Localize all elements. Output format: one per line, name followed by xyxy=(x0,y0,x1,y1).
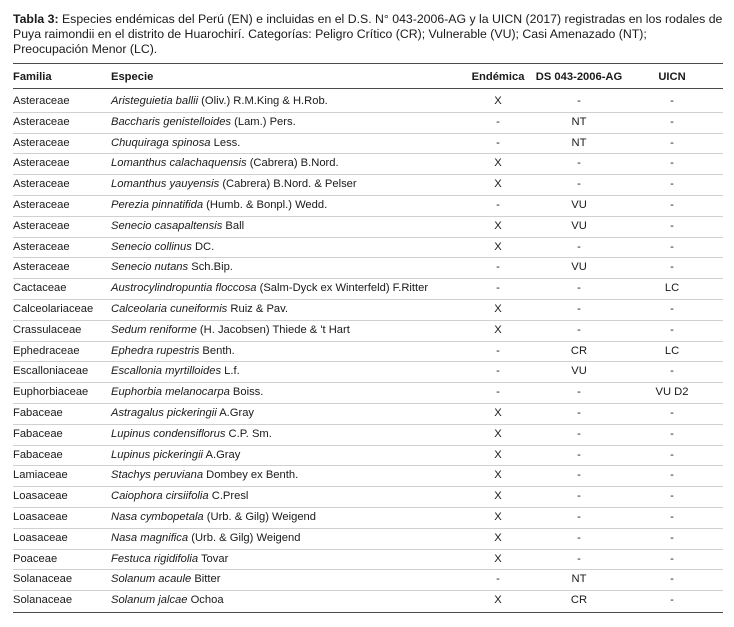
endemica-value: X xyxy=(494,594,502,607)
familia-cell: Solanaceae xyxy=(13,573,73,586)
species-author: C.Presl xyxy=(208,490,249,503)
ds-value: - xyxy=(577,427,581,440)
especie-cell xyxy=(111,361,240,382)
endemica-value: X xyxy=(494,552,502,565)
familia-cell: Loasaceae xyxy=(13,490,68,503)
table-row xyxy=(13,486,723,508)
endemica-value: X xyxy=(494,427,502,440)
caption-text: Especies endémicas del Perú (EN) e incluidas en el D.S. N° 043-2006-AG y la UICN (2017) registradas en los rodales de Puya raimondii en el distrito de Huarochirí. Categorías: Peligro Crítico (CR); Vulnerable (VU); Casi Amenazado (NT); Preocupación Menor (LC). xyxy=(13,12,723,56)
table-row xyxy=(13,299,723,321)
species-name: Lupinus condensiflorus xyxy=(111,427,226,440)
especie-cell xyxy=(111,174,357,195)
table-row xyxy=(13,174,723,196)
uicn-value: - xyxy=(670,552,674,565)
especie-cell xyxy=(111,237,214,258)
familia-cell: Fabaceae xyxy=(13,407,63,419)
familia-cell: Fabaceae xyxy=(13,448,63,461)
species-author: A.Gray xyxy=(216,407,255,419)
species-name: Ephedra rupestris xyxy=(111,344,200,357)
species-name: Stachys peruviana xyxy=(111,469,204,482)
especie-cell xyxy=(111,382,263,403)
species-name: Perezia pinnatifida xyxy=(111,199,204,211)
endemica-value: - xyxy=(496,282,500,295)
species-author: Sch.Bip. xyxy=(188,261,233,274)
familia-cell: Lamiaceae xyxy=(13,469,68,482)
uicn-value: - xyxy=(670,178,674,191)
table-top-rule xyxy=(13,63,723,64)
uicn-value: - xyxy=(670,490,674,503)
ds-value: VU xyxy=(571,219,587,232)
species-name: Lomanthus yauyensis xyxy=(111,178,220,191)
uicn-value: - xyxy=(670,511,674,523)
especie-cell xyxy=(111,590,224,611)
species-name: Senecio collinus xyxy=(111,240,192,253)
table-row xyxy=(13,112,723,134)
table-row xyxy=(13,320,723,342)
table-row xyxy=(13,549,723,571)
species-name: Austrocylindropuntia floccosa xyxy=(111,282,257,295)
familia-cell: Asteraceae xyxy=(13,261,70,274)
species-author: (Humb. & Bonpl.) Wedd. xyxy=(203,199,328,211)
header-familia: Familia xyxy=(13,71,52,83)
species-author: (Oliv.) R.M.King & H.Rob. xyxy=(198,95,328,107)
endemica-value: - xyxy=(496,136,500,149)
ds-value: - xyxy=(577,303,581,315)
familia-cell: Calceolariaceae xyxy=(13,303,94,315)
endemica-value: X xyxy=(494,531,502,544)
familia-cell: Cactaceae xyxy=(13,282,67,295)
species-name: Nasa magnifica xyxy=(111,531,189,544)
familia-cell: Loasaceae xyxy=(13,511,68,523)
table-row xyxy=(13,445,723,467)
species-author: (Cabrera) B.Nord. xyxy=(246,157,339,170)
table-row xyxy=(13,237,723,259)
endemica-value: - xyxy=(496,365,500,378)
endemica-value: - xyxy=(496,115,500,128)
species-author: Dombey ex Benth. xyxy=(203,469,299,482)
familia-cell: Crassulaceae xyxy=(13,323,82,336)
table-row xyxy=(13,278,723,300)
species-name: Solanum jalcae xyxy=(111,594,188,607)
species-author: (H. Jacobsen) Thiede & 't Hart xyxy=(196,323,350,336)
especie-cell xyxy=(111,403,254,424)
familia-cell: Asteraceae xyxy=(13,157,70,170)
species-author: Ruiz & Pav. xyxy=(227,303,289,315)
uicn-value: - xyxy=(670,323,674,336)
ds-value: NT xyxy=(571,573,587,586)
ds-value: - xyxy=(577,282,581,295)
ds-value: - xyxy=(577,386,581,399)
ds-value: VU xyxy=(571,261,587,274)
ds-value: - xyxy=(577,531,581,544)
species-name: Lupinus pickeringii xyxy=(111,448,204,461)
uicn-value: LC xyxy=(664,282,680,295)
species-author: Ochoa xyxy=(187,594,224,607)
table-row xyxy=(13,382,723,404)
table-row xyxy=(13,590,723,611)
uicn-value: - xyxy=(670,95,674,107)
ds-value: - xyxy=(577,407,581,419)
table-row xyxy=(13,195,723,217)
endemica-value: - xyxy=(496,261,500,274)
species-author: C.P. Sm. xyxy=(225,427,272,440)
especie-cell xyxy=(111,528,300,549)
especie-cell xyxy=(111,320,350,341)
familia-cell: Asteraceae xyxy=(13,115,70,128)
ds-value: VU xyxy=(571,365,587,378)
species-author: DC. xyxy=(191,240,215,253)
table-row xyxy=(13,91,723,113)
header-endemica: Endémica xyxy=(471,71,525,83)
endemica-value: - xyxy=(496,386,500,399)
ds-value: CR xyxy=(570,344,588,357)
species-author: Less. xyxy=(210,136,241,149)
ds-value: - xyxy=(577,469,581,482)
table-row xyxy=(13,465,723,487)
familia-cell: Solanaceae xyxy=(13,594,73,607)
endemica-value: X xyxy=(494,240,502,253)
ds-value: - xyxy=(577,552,581,565)
table-row xyxy=(13,153,723,175)
uicn-value: VU D2 xyxy=(655,386,689,399)
species-name: Chuquiraga spinosa xyxy=(111,136,211,149)
table-row xyxy=(13,361,723,383)
species-author: Ball xyxy=(222,219,245,232)
familia-cell: Asteraceae xyxy=(13,95,70,107)
species-author: (Urb. & Gilg) Weigend xyxy=(188,531,301,544)
uicn-value: - xyxy=(670,136,674,149)
species-author: A.Gray xyxy=(203,448,241,461)
uicn-value: - xyxy=(670,448,674,461)
familia-cell: Asteraceae xyxy=(13,240,70,253)
ds-value: NT xyxy=(571,115,587,128)
species-author: L.f. xyxy=(221,365,240,378)
endemica-value: X xyxy=(494,511,502,523)
especie-cell xyxy=(111,341,235,362)
ds-value: - xyxy=(577,178,581,191)
endemica-value: - xyxy=(496,199,500,211)
species-author: (Lam.) Pers. xyxy=(231,115,296,128)
ds-value: - xyxy=(577,448,581,461)
header-uicn: UICN xyxy=(658,71,686,83)
uicn-value: - xyxy=(670,199,674,211)
especie-cell xyxy=(111,195,327,216)
species-name: Astragalus pickeringii xyxy=(111,407,217,419)
table-header-rule xyxy=(13,88,723,89)
table-row xyxy=(13,569,723,591)
table-row xyxy=(13,133,723,155)
ds-value: CR xyxy=(570,594,588,607)
ds-value: - xyxy=(577,157,581,170)
uicn-value: - xyxy=(670,407,674,419)
uicn-value: - xyxy=(670,531,674,544)
ds-value: NT xyxy=(571,136,587,149)
especie-cell xyxy=(111,465,298,486)
table-row xyxy=(13,403,723,425)
familia-cell: Fabaceae xyxy=(13,427,63,440)
familia-cell: Asteraceae xyxy=(13,219,70,232)
endemica-value: X xyxy=(494,490,502,503)
especie-cell xyxy=(111,133,240,154)
uicn-value: - xyxy=(670,157,674,170)
familia-cell: Asteraceae xyxy=(13,178,70,191)
familia-cell: Escalloniaceae xyxy=(13,365,89,378)
endemica-value: X xyxy=(494,95,502,107)
endemica-value: X xyxy=(494,303,502,315)
species-name: Sedum reniforme xyxy=(111,323,197,336)
species-name: Aristeguietia ballii xyxy=(111,95,199,107)
uicn-value: - xyxy=(670,115,674,128)
species-name: Euphorbia melanocarpa xyxy=(111,386,230,399)
especie-cell xyxy=(111,445,240,466)
endemica-value: - xyxy=(496,344,500,357)
ds-value: - xyxy=(577,240,581,253)
familia-cell: Poaceae xyxy=(13,552,58,565)
uicn-value: - xyxy=(670,573,674,586)
species-author: Tovar xyxy=(198,552,229,565)
especie-cell xyxy=(111,486,248,507)
header-ds: DS 043-2006-AG xyxy=(535,71,623,83)
endemica-value: X xyxy=(494,157,502,170)
endemica-value: X xyxy=(494,448,502,461)
endemica-value: X xyxy=(494,469,502,482)
species-name: Festuca rigidifolia xyxy=(111,552,199,565)
familia-cell: Loasaceae xyxy=(13,531,68,544)
table-header xyxy=(13,69,723,85)
species-author: Benth. xyxy=(199,344,235,357)
species-name: Calceolaria cuneiformis xyxy=(111,303,228,315)
table-row xyxy=(13,216,723,238)
species-name: Nasa cymbopetala xyxy=(111,511,204,523)
endemica-value: X xyxy=(494,219,502,232)
uicn-value: - xyxy=(670,427,674,440)
familia-cell: Asteraceae xyxy=(13,136,70,149)
species-name: Caiophora cirsiifolia xyxy=(111,490,209,503)
endemica-value: X xyxy=(494,323,502,336)
ds-value: - xyxy=(577,323,581,336)
especie-cell xyxy=(111,549,228,570)
especie-cell xyxy=(111,112,296,133)
familia-cell: Euphorbiaceae xyxy=(13,386,89,399)
familia-cell: Ephedraceae xyxy=(13,344,80,357)
especie-cell xyxy=(111,278,428,299)
species-name: Baccharis genistelloides xyxy=(111,115,232,128)
uicn-value: - xyxy=(670,365,674,378)
especie-cell xyxy=(111,216,244,237)
table-caption xyxy=(13,12,725,57)
especie-cell xyxy=(111,507,316,528)
familia-cell: Asteraceae xyxy=(13,199,70,211)
species-name: Solanum acaule xyxy=(111,573,192,586)
especie-cell xyxy=(111,91,328,112)
species-author: (Cabrera) B.Nord. & Pelser xyxy=(219,178,357,191)
table-row xyxy=(13,528,723,550)
uicn-value: - xyxy=(670,219,674,232)
endemica-value: X xyxy=(494,178,502,191)
uicn-value: LC xyxy=(664,344,680,357)
caption-label: Tabla 3: xyxy=(13,12,59,26)
especie-cell xyxy=(111,257,233,278)
especie-cell xyxy=(111,153,339,174)
endemica-value: - xyxy=(496,573,500,586)
species-name: Senecio nutans xyxy=(111,261,189,274)
uicn-value: - xyxy=(670,261,674,274)
especie-cell xyxy=(111,424,272,445)
header-especie: Especie xyxy=(111,71,154,83)
table-row xyxy=(13,341,723,363)
especie-cell xyxy=(111,569,220,590)
species-name: Escallonia myrtilloides xyxy=(111,365,222,378)
table-row xyxy=(13,257,723,279)
uicn-value: - xyxy=(670,594,674,607)
species-author: Boiss. xyxy=(229,386,264,399)
table-row xyxy=(13,424,723,446)
ds-value: VU xyxy=(571,199,587,211)
species-name: Senecio casapaltensis xyxy=(111,219,223,232)
uicn-value: - xyxy=(670,240,674,253)
species-author: Bitter xyxy=(191,573,221,586)
species-author: (Salm-Dyck ex Winterfeld) F.Ritter xyxy=(256,282,429,295)
especie-cell xyxy=(111,299,288,320)
uicn-value: - xyxy=(670,303,674,315)
table-bottom-rule xyxy=(13,612,723,613)
endemica-value: X xyxy=(494,407,502,419)
species-name: Lomanthus calachaquensis xyxy=(111,157,247,170)
uicn-value: - xyxy=(670,469,674,482)
table-row xyxy=(13,507,723,529)
ds-value: - xyxy=(577,95,581,107)
ds-value: - xyxy=(577,490,581,503)
species-author: (Urb. & Gilg) Weigend xyxy=(203,511,317,523)
ds-value: - xyxy=(577,511,581,523)
